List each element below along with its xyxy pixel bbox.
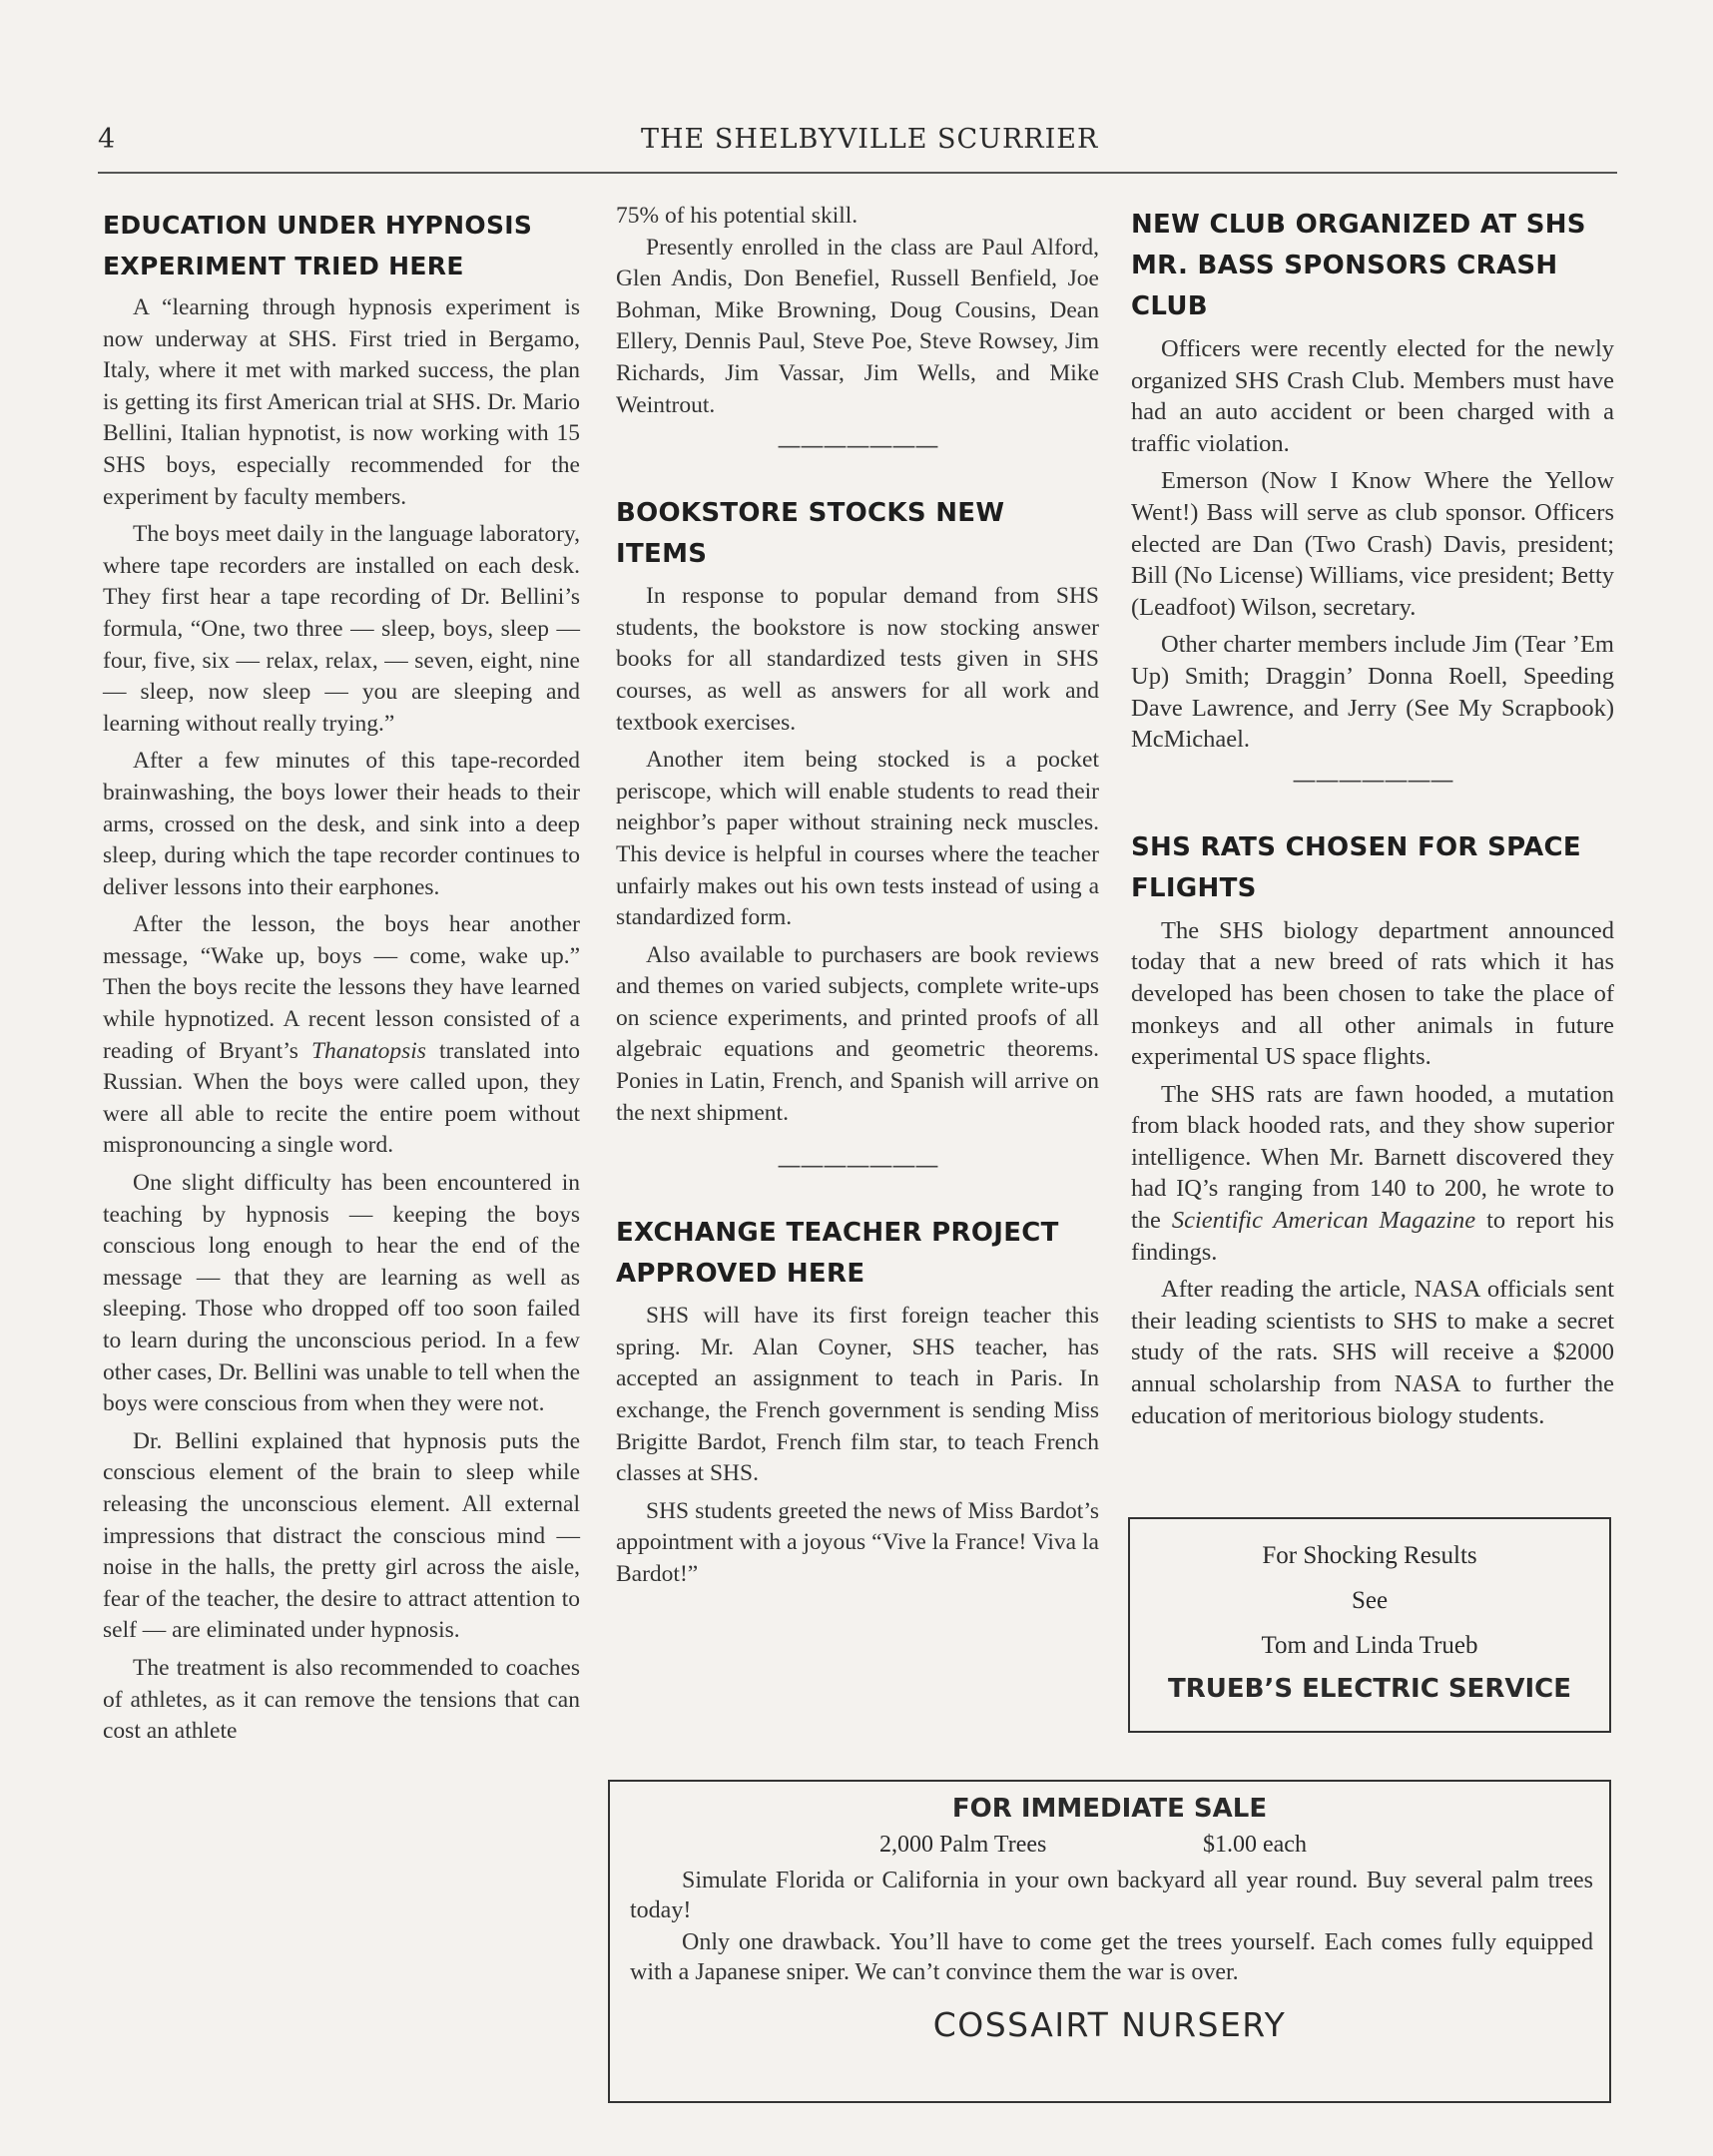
- article-paragraph: Dr. Bellini explained that hypnosis puts the conscious element of the brain to sleep while releasing the unconscious element. All external impressions that distract the conscious mind — noise in the halls, the pretty girl across the aisle, fear of the teacher, the desire to attract attention to self — are eliminated under hypnosis.: [103, 1427, 580, 1644]
- article-paragraph: 75% of his potential skill.: [616, 203, 858, 229]
- article-paragraph: One slight difficulty has been encountered in teaching by hypnosis — keeping the boys conscious long enough to hear the end of the message — that they are learning as well as sleeping. Those who dropped off too soon failed to learn during the unconscious period. In a few other cases, Dr. Bellini was unable to tell when the boys were conscious from when they were not.: [103, 1170, 580, 1417]
- separator: ———————: [1292, 765, 1453, 794]
- header-rule: [98, 172, 1617, 174]
- crash-club-headline: [1131, 205, 1614, 327]
- ad-price: $1.00 each: [1203, 1832, 1307, 1858]
- magazine-title: Scientific American Magazine: [1171, 1207, 1476, 1235]
- headline-line: EXPERIMENT TRIED HERE: [103, 252, 464, 280]
- cossairt-nursery-ad: [608, 1780, 1611, 2103]
- headline-line: EXCHANGE TEACHER PROJECT: [616, 1218, 1059, 1249]
- price-row: [610, 1832, 1609, 1866]
- article-paragraph: After the lesson, the boys hear another message, “Wake up, boys — come, wake up.” Then the boys recite the lessons they have learned while hypnotized. A recent lesson consisted of a reading of Bryant’s Thanatopsis translated into Russian. When the boys were called upon, they were all able to recite the entire poem without mispronouncing a single word.: [103, 911, 580, 1159]
- ad-body: [630, 1866, 1593, 1987]
- poem-title: Thanatopsis: [310, 1037, 426, 1064]
- article-paragraph: The treatment is also recommended to coaches of athletes, as it can remove the tensions that can cost an athlete: [103, 1654, 580, 1745]
- ad-brand: TRUEB’S ELECTRIC SERVICE: [1168, 1674, 1571, 1704]
- article-paragraph: Emerson (Now I Know Where the Yellow Went!) Bass will serve as club sponsor. Officers elected are Dan (Two Crash) Davis, president; Bill (No License) Williams, vice president; Betty (Leadfoot) Wilson, secretary.: [1131, 467, 1614, 621]
- article-paragraph: SHS students greeted the news of Miss Bardot’s appointment with a joyous “Vive la France! Viva la Bardot!”: [616, 1497, 1099, 1587]
- exchange-headline: [616, 1213, 1099, 1295]
- headline-line: MR. BASS SPONSORS CRASH CLUB: [1131, 251, 1558, 321]
- article-paragraph: The SHS rats are fawn hooded, a mutation from black hooded rats, and they show superior intelligence. When Mr. Barnett discovered they had IQ’s ranging from 140 to 200, he wrote to the Scientific American Magazine to report his findings.: [1131, 1080, 1614, 1266]
- hypnosis-headline: [103, 205, 580, 286]
- ad-paragraph: Simulate Florida or California in your own backyard all year round. Buy several palm trees today!: [630, 1868, 1593, 1923]
- ad-item: 2,000 Palm Trees: [879, 1832, 1047, 1858]
- ad-line: Tom and Linda Trueb: [1261, 1632, 1478, 1659]
- separator: ———————: [777, 431, 938, 460]
- headline-line: APPROVED HERE: [616, 1259, 865, 1290]
- column-2: [616, 201, 1099, 1591]
- rats-headline: SHS RATS CHOSEN FOR SPACE FLIGHTS: [1131, 831, 1581, 903]
- ad-title: FOR IMMEDIATE SALE: [951, 1794, 1268, 1824]
- article-paragraph: After reading the article, NASA officials sent their leading scientists to SHS to make a secret study of the rats. SHS will receive a $2000 annual scholarship from NASA to further the education of meritorious biology students.: [1131, 1276, 1614, 1429]
- bookstore-headline: BOOKSTORE STOCKS NEW ITEMS: [616, 498, 1005, 570]
- article-paragraph: Also available to purchasers are book reviews and themes on varied subjects, complete write-ups on science experiments, and printed proofs of all algebraic equations and geometric theorems. Ponies in Latin, French, and Spanish will arrive on the next shipment.: [616, 941, 1099, 1126]
- article-paragraph: In response to popular demand from SHS students, the bookstore is now stocking answer books for all standardized tests given in SHS courses, as well as answers for all work and textbook exercises.: [616, 583, 1099, 736]
- article-paragraph: Officers were recently elected for the newly organized SHS Crash Club. Members must have had an auto accident or been charged with a traffic violation.: [1131, 335, 1614, 457]
- headline-line: NEW CLUB ORGANIZED AT SHS: [1131, 210, 1586, 240]
- ad-line: For Shocking Results: [1262, 1542, 1477, 1569]
- separator: ———————: [777, 1151, 938, 1180]
- page-number: 4: [98, 124, 116, 155]
- column-3: [1131, 205, 1614, 1431]
- article-paragraph: Presently enrolled in the class are Paul Alford, Glen Andis, Don Benefiel, Russell Benfield, Joe Bohman, Mike Browning, Doug Cousins, Dean Ellery, Dennis Paul, Steve Poe, Steve Rowsey, Jim Richards, Jim Vassar, Jim Wells, and Mike Weintrout.: [616, 234, 1099, 418]
- article-paragraph: Other charter members include Jim (Tear ’Em Up) Smith; Draggin’ Donna Roell, Speeding Dave Lawrence, and Jerry (See My Scrapbook) McMichael.: [1131, 631, 1614, 754]
- ad-business-name: COSSAIRT NURSERY: [932, 2005, 1287, 2044]
- ad-paragraph: Only one drawback. You’ll have to come get the trees yourself. Each comes fully equipped with a Japanese sniper. We can’t convince them the war is over.: [630, 1929, 1593, 1985]
- article-paragraph: Another item being stocked is a pocket periscope, which will enable students to read their neighbor’s paper without straining neck muscles. This device is helpful in courses where the teacher unfairly makes out his own tests instead of using a standardized form.: [616, 747, 1099, 931]
- headline-line: EDUCATION UNDER HYPNOSIS: [103, 211, 533, 240]
- paper-title: THE SHELBYVILLE SCURRIER: [641, 124, 1099, 155]
- ad-line: See: [1351, 1587, 1389, 1614]
- article-paragraph: The SHS biology department announced today that a new breed of rats which it has developed has been chosen to take the place of monkeys and all other animals in future experimental US space flights.: [1131, 916, 1614, 1071]
- article-paragraph: The boys meet daily in the language laboratory, where tape recorders are installed on each desk. They first hear a tape recording of Dr. Bellini’s formula, “One, two three — sleep, boys, sleep — four, five, six — relax, relax, — seven, eight, nine — sleep, now sleep — you are sleeping and learning without really trying.”: [103, 521, 580, 737]
- article-paragraph: SHS will have its first foreign teacher this spring. Mr. Alan Coyner, SHS teacher, has accepted an assignment to teach in Paris. In exchange, the French government is sending Miss Brigitte Bardot, French film star, to teach French classes at SHS.: [616, 1303, 1099, 1487]
- column-1: [103, 205, 580, 1748]
- trueb-electric-ad: [1128, 1517, 1611, 1733]
- article-paragraph: A “learning through hypnosis experiment is now underway at SHS. First tried in Bergamo, Italy, where it met with marked success, the plan is getting its first American trial at SHS. Dr. Mario Bellini, Italian hypnotist, is now working with 15 SHS boys, especially recommended for the experiment by faculty members.: [103, 294, 580, 510]
- article-paragraph: After a few minutes of this tape-recorded brainwashing, the boys lower their heads to their arms, crossed on the desk, and sink into a deep sleep, during which the tape recorder continues to deliver lessons into their earphones.: [103, 748, 580, 900]
